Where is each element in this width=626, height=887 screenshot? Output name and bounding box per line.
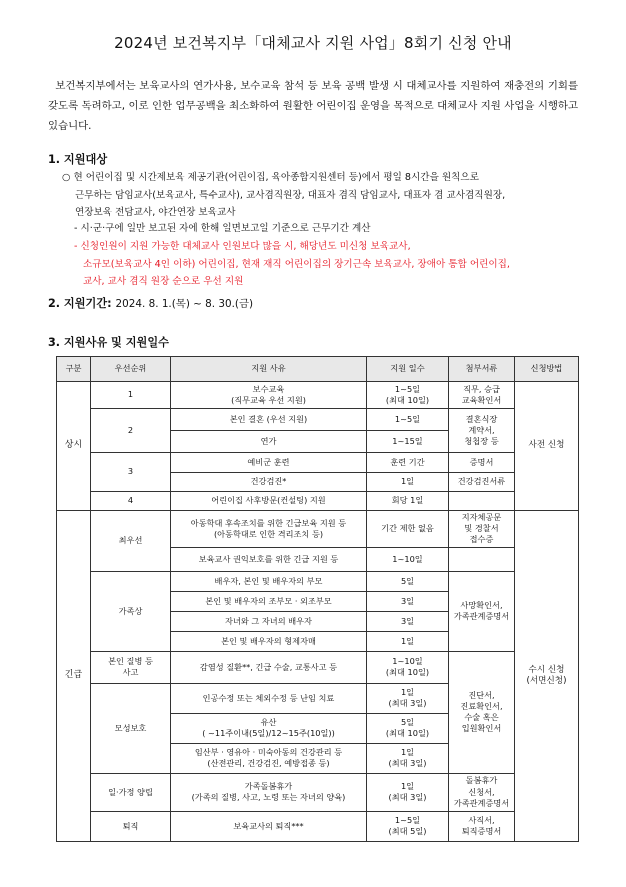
days-cell: 1~10일 [367,547,449,571]
days-cell: 1일 (최대 3일) [367,683,449,713]
page-title: 2024년 보건복지부「대체교사 지원 사업」8회기 신청 안내 [114,34,512,52]
category-cell: 모성보호 [91,683,171,773]
group-regular: 상시 [57,382,91,511]
priority-cell: 4 [91,492,171,511]
days-cell: 1~10일 (최대 10일) [367,651,449,683]
eligibility-note-1: - 시·군·구에 일만 보고된 자에 한해 일면보고일 기준으로 근무기간 계산 [74,223,371,234]
documents-cell: 사직서, 퇴직증명서 [449,811,515,841]
priority-note-line-3: 교사, 교사 겸직 원장 순으로 우선 지원 [83,276,244,288]
reason-cell: 본인 결혼 (우선 지원) [171,409,367,431]
reason-cell: 예비군 훈련 [171,453,367,473]
support-schedule-table [56,356,579,842]
table-row [57,453,579,473]
support-period-label: 2. 지원기간: [48,297,112,310]
days-cell: 기간 제한 없음 [367,511,449,548]
reason-cell: 어린이집 사후방문(컨설팅) 지원 [171,492,367,511]
eligibility-line-3: 연장보육 전담교사, 야간연장 보육교사 [75,207,236,219]
eligibility-line-2: 근무하는 담임교사(보육교사, 특수교사), 교사겸직원장, 대표자 겸직 담임교사, 대표자 겸 교사겸직원장, [75,189,506,201]
priority-note-line-1: - 신청인원이 지원 가능한 대체교사 인원보다 많을 시, 해당년도 미신청 보육교사, [74,241,411,252]
table-row [57,382,579,409]
reason-cell: 가족돌봄휴가 (가족의 질병, 사고, 노령 또는 자녀의 양육) [171,773,367,811]
category-cell: 퇴직 [91,811,171,841]
reason-cell: 본인 및 배우자의 형제자매 [171,631,367,651]
table-row [57,571,579,591]
method-urgent: 수시 신청 (서면신청) [515,511,579,842]
documents-cell: 돌봄휴가 신청서, 가족관계증명서 [449,773,515,811]
eligibility-bullet [62,169,582,222]
days-cell: 훈련 기간 [367,453,449,473]
documents-cell [449,547,515,571]
priority-cell: 3 [91,453,171,492]
documents-cell: 증명서 [449,453,515,473]
documents-cell: 지자체공문 및 경찰서 접수증 [449,511,515,548]
documents-cell: 결혼식장 계약서, 청첩장 등 [449,409,515,453]
days-cell: 회당 1일 [367,492,449,511]
table-row [57,773,579,811]
header-reason: 지원 사유 [171,357,367,382]
days-cell: 1일 [367,631,449,651]
intro-text: 보건복지부에서는 보육교사의 연가사용, 보수교육 참석 등 보육 공백 발생 시 대체교사를 지원하여 재충전의 기회를 갖도록 독려하고, 이로 인한 업무공백을 최소화하여 원활한 어린이집 운영을 목적으로 대체교사 지원 사업을 시행하고 있습니다. [48,80,578,132]
category-cell: 일·가정 양립 [91,773,171,811]
category-cell: 가족상 [91,571,171,651]
category-cell: 본인 질병 등 사고 [91,651,171,683]
header-priority: 우선순위 [91,357,171,382]
days-cell: 1일 (최대 3일) [367,743,449,773]
reason-cell: 감염성 질환**, 긴급 수술, 교통사고 등 [171,651,367,683]
header-category: 구분 [57,357,91,382]
reason-cell: 임산부 · 영유아 · 미숙아동의 건강관리 등 (산전관리, 건강검진, 예방접종 등) [171,743,367,773]
days-cell: 1일 (최대 3일) [367,773,449,811]
days-cell: 5일 [367,571,449,591]
reason-cell: 보육교사의 퇴직*** [171,811,367,841]
section-2-heading [48,295,253,311]
eligibility-note-2 [74,238,582,291]
documents-cell: 진단서, 진료확인서, 수술 혹은 입원확인서 [449,651,515,773]
priority-cell: 2 [91,409,171,453]
documents-cell: 건강검진서류 [449,473,515,492]
reason-cell: 보육교사 권익보호를 위한 긴급 지원 등 [171,547,367,571]
section-1-heading: 1. 지원대상 [48,153,108,166]
reason-cell: 유산 ( ~11주이내(5일)/12~15주(10일)) [171,713,367,743]
header-days: 지원 일수 [367,357,449,382]
table-row [57,811,579,841]
reason-cell: 연가 [171,431,367,453]
reason-cell: 배우자, 본인 및 배우자의 부모 [171,571,367,591]
documents-cell: 사망확인서, 가족관계증명서 [449,571,515,651]
eligibility-line-1: 현 어린이집 및 시간제보육 제공기관(어린이집, 육아종합지원센터 등)에서 평일 8시간을 원칙으로 [73,172,479,183]
reason-cell: 인공수정 또는 체외수정 등 난임 치료 [171,683,367,713]
days-cell: 5일 (최대 10일) [367,713,449,743]
intro-paragraph [48,76,578,136]
header-documents: 첨부서류 [449,357,515,382]
support-period-value: 2024. 8. 1.(목) ~ 8. 30.(금) [115,298,254,310]
group-urgent: 긴급 [57,511,91,842]
reason-cell: 본인 및 배우자의 조부모 · 외조부모 [171,591,367,611]
method-regular: 사전 신청 [515,382,579,511]
days-cell: 1~5일 [367,409,449,431]
reason-cell: 보수교육 (직무교육 우선 지원) [171,382,367,409]
section-3-heading: 3. 지원사유 및 지원일수 [48,336,169,349]
category-cell: 최우선 [91,511,171,572]
table-row [57,651,579,683]
documents-cell [449,492,515,511]
table-header-row [57,357,579,382]
days-cell: 1~15일 [367,431,449,453]
priority-note-line-2: 소규모(보육교사 4인 이하) 어린이집, 현재 재직 어린이집의 장기근속 보육교사, 장애아 통합 어린이집, [83,258,510,270]
days-cell: 1~5일 (최대 10일) [367,382,449,409]
documents-cell: 직무, 승급 교육확인서 [449,382,515,409]
bullet-marker: ○ [62,172,71,183]
table-row [57,492,579,511]
priority-cell: 1 [91,382,171,409]
reason-cell: 건강검진* [171,473,367,492]
table-row [57,511,579,548]
reason-cell: 자녀와 그 자녀의 배우자 [171,611,367,631]
days-cell: 1~5일 (최대 5일) [367,811,449,841]
header-method: 신청방법 [515,357,579,382]
days-cell: 1일 [367,473,449,492]
table-row [57,409,579,431]
days-cell: 3일 [367,591,449,611]
days-cell: 3일 [367,611,449,631]
reason-cell: 아동학대 후속조치를 위한 긴급보육 지원 등 (아동학대로 인한 격리조치 등) [171,511,367,548]
